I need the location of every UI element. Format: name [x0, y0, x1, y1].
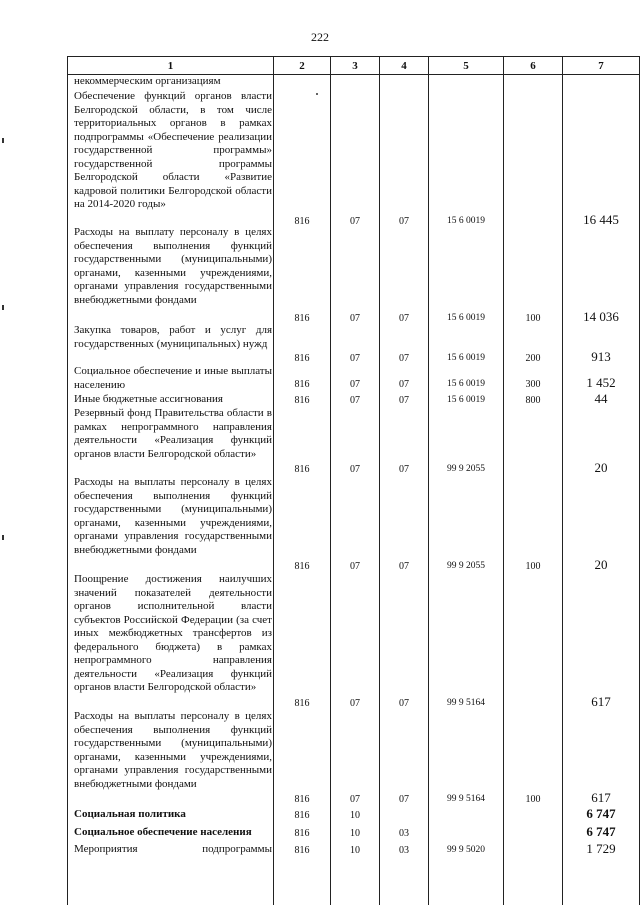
column-divider	[562, 56, 563, 905]
row-code-subsection: 03	[399, 828, 409, 839]
row-code-ministry: 816	[294, 845, 310, 856]
row-code-ministry: 816	[294, 464, 310, 475]
row-code-expense-type: 300	[525, 379, 541, 390]
row-code-ministry: 816	[294, 353, 310, 364]
row-code-ministry: 816	[294, 395, 310, 406]
row-code-section: 07	[350, 698, 360, 709]
row-description: Социальная политика	[74, 808, 186, 820]
row-amount: 617	[591, 694, 611, 709]
row-code-target: 99 9 5020	[447, 845, 485, 855]
row-code-expense-type: 100	[525, 561, 541, 572]
row-code-target: 15 6 0019	[447, 379, 485, 389]
column-divider	[379, 56, 380, 905]
row-description: Обеспечение функций органов власти Белгородской области, в том числе территориальных органов в рамках подпрограммы «Обеспечение реализации государственной программы» государственной программы Белгородской области «Развитие кадровой политики Белгородской области на 2014-2020 годы»	[74, 90, 272, 210]
header-col-3: 3	[352, 60, 358, 72]
row-code-ministry: 816	[294, 794, 310, 805]
row-code-expense-type: 100	[525, 794, 541, 805]
row-code-subsection: 07	[399, 698, 409, 709]
row-code-subsection: 03	[399, 845, 409, 856]
row-amount: 913	[591, 349, 611, 364]
header-col-4: 4	[401, 60, 407, 72]
row-description: Резервный фонд Правительства области в рамках непрограммного направления деятельности «Реализация функций органов власти Белгородской области»	[74, 407, 272, 460]
margin-mark	[2, 305, 4, 310]
row-amount: 44	[594, 391, 608, 406]
row-code-target: 99 9 2055	[447, 464, 485, 474]
row-code-ministry: 816	[294, 810, 310, 821]
row-code-section: 07	[350, 216, 360, 227]
header-col-6: 6	[530, 60, 536, 72]
row-code-expense-type: 200	[525, 353, 541, 364]
row-code-section: 07	[350, 561, 360, 572]
row-description: Расходы на выплаты персоналу в целях обеспечения выполнения функций государственными (муниципальными) органами, казенными учреждениями, органами управления государственными внебюджетными фондами	[74, 476, 272, 556]
row-code-subsection: 07	[399, 794, 409, 805]
row-code-subsection: 07	[399, 464, 409, 475]
row-code-ministry: 816	[294, 313, 310, 324]
page-number: 222	[311, 30, 329, 44]
row-amount: 1 452	[586, 375, 616, 390]
row-description: Закупка товаров, работ и услуг для государственных (муниципальных) нужд	[74, 324, 272, 350]
row-code-target: 15 6 0019	[447, 395, 485, 405]
row-code-target: 15 6 0019	[447, 313, 485, 323]
column-divider	[428, 56, 429, 905]
margin-mark	[2, 535, 4, 540]
row-description: Социальное обеспечение населения	[74, 826, 252, 838]
row-amount: 14 036	[583, 309, 619, 324]
row-code-subsection: 07	[399, 313, 409, 324]
row-amount: 20	[594, 557, 608, 572]
row-code-section: 07	[350, 464, 360, 475]
header-col-7: 7	[598, 60, 604, 72]
row-code-subsection: 07	[399, 395, 409, 406]
row-code-ministry: 816	[294, 379, 310, 390]
row-description: Мероприятия подпрограммы	[74, 843, 272, 855]
row-code-ministry: 816	[294, 216, 310, 227]
row-code-section: 07	[350, 395, 360, 406]
row-code-target: 15 6 0019	[447, 216, 485, 226]
row-description: Поощрение достижения наилучших значений показателей деятельности органов исполнительной власти субъектов Российской Федерации (за счет иных межбюджетных трансфертов из федерального бюджета) в рамках непрограммного направления деятельности «Реализация функций органов власти Белгородской области»	[74, 573, 272, 693]
row-code-section: 07	[350, 794, 360, 805]
row-description: Расходы на выплаты персоналу в целях обеспечения выполнения функций государственными (муниципальными) органами, казенными учреждениями, органами управления государственными внебюджетными фондами	[74, 710, 272, 790]
row-code-expense-type: 800	[525, 395, 541, 406]
column-divider	[330, 56, 331, 905]
row-code-section: 07	[350, 379, 360, 390]
row-code-subsection: 07	[399, 353, 409, 364]
margin-mark	[2, 138, 4, 143]
header-col-2: 2	[299, 60, 305, 72]
budget-table	[67, 56, 640, 905]
row-amount: 6 747	[586, 806, 616, 821]
row-code-subsection: 07	[399, 379, 409, 390]
column-divider	[273, 56, 274, 905]
row-amount: 20	[594, 460, 608, 475]
row-code-target: 99 9 5164	[447, 698, 485, 708]
header-col-1: 1	[167, 60, 174, 72]
row-code-section: 10	[350, 828, 360, 839]
row-code-subsection: 07	[399, 216, 409, 227]
row-code-target: 99 9 5164	[447, 794, 485, 804]
row-description: Расходы на выплату персоналу в целях обеспечения выполнения функций государственными (муниципальными) органами, казенными учреждениями, органами управления государственными внебюджетными фондами	[74, 226, 272, 306]
row-code-ministry: 816	[294, 561, 310, 572]
table-header	[68, 56, 639, 75]
row-code-section: 10	[350, 845, 360, 856]
row-code-subsection: 07	[399, 561, 409, 572]
row-description: некоммерческим организациям	[74, 75, 221, 87]
row-code-section: 07	[350, 353, 360, 364]
row-amount: 617	[591, 790, 611, 805]
row-code-target: 15 6 0019	[447, 353, 485, 363]
row-amount: 1 729	[586, 841, 616, 856]
row-amount: 16 445	[583, 212, 619, 227]
row-description: Социальное обеспечение и иные выплаты населению	[74, 365, 272, 391]
row-code-ministry: 816	[294, 828, 310, 839]
row-code-section: 07	[350, 313, 360, 324]
row-code-ministry: 816	[294, 698, 310, 709]
row-description: Иные бюджетные ассигнования	[74, 393, 223, 405]
row-code-section: 10	[350, 810, 360, 821]
row-code-target: 99 9 2055	[447, 561, 485, 571]
row-amount: 6 747	[586, 824, 616, 839]
column-divider	[503, 56, 504, 905]
header-col-5: 5	[463, 60, 469, 72]
row-code-expense-type: 100	[525, 313, 541, 324]
